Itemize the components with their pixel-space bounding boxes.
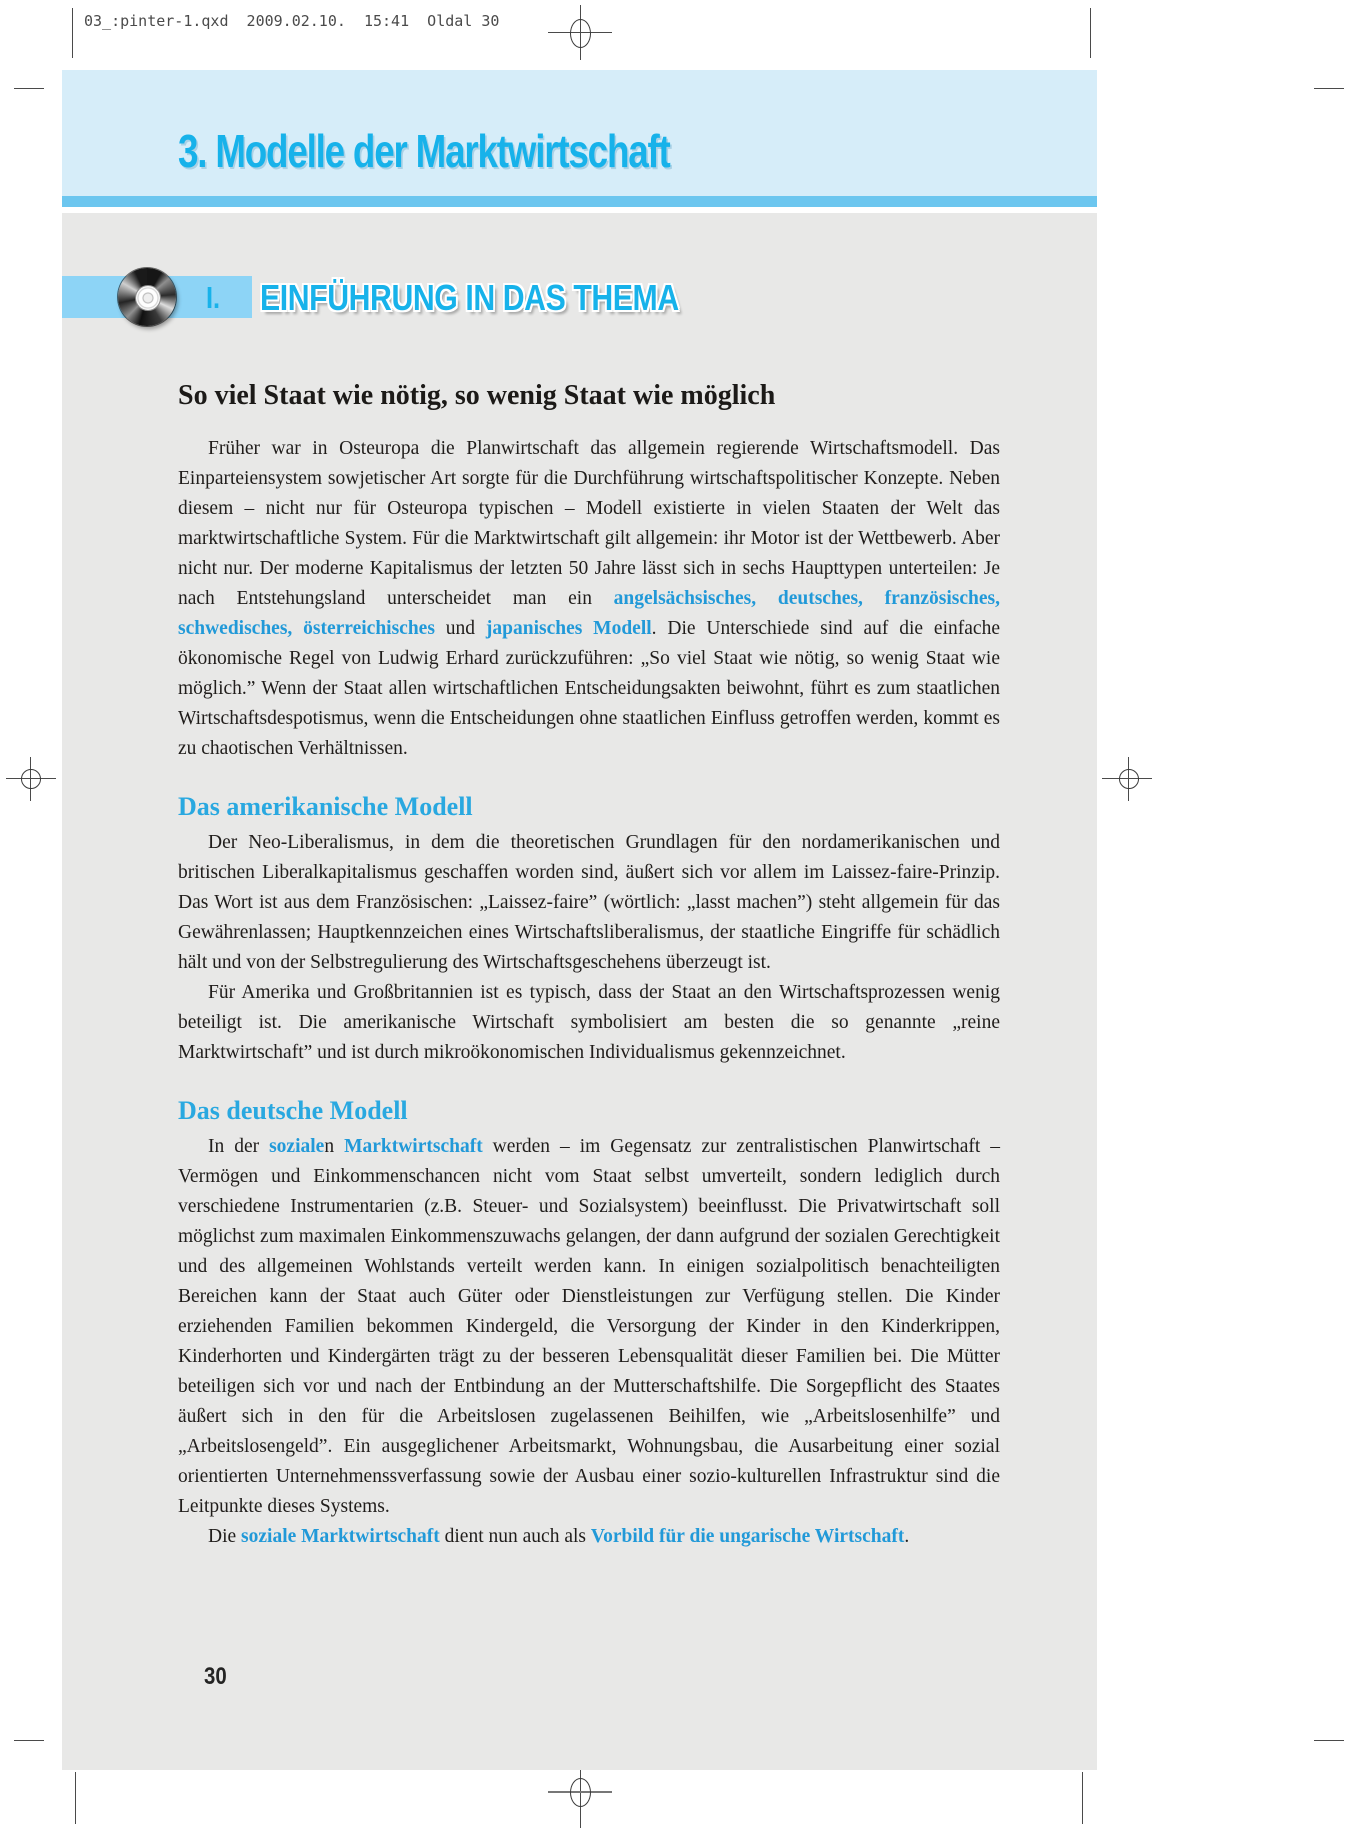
crop-mark-left-upper-tick	[14, 88, 44, 89]
cd-icon	[118, 268, 176, 326]
chapter-title: 3. Modelle der Marktwirtschaft	[178, 125, 670, 177]
paragraph-intro: Früher war in Osteuropa die Planwirtschaft das allgemein regierende Wirtschaftsmodell. Das Einparteiensystem sowjetischer Art sorgte für die Durchführung wirtschaftspolitischer Konzepte. Neben diesem – nicht nur für Osteuropa typischen – Modell existierte in vielen Staaten der Welt das marktwirtschaftliche System. Für die Marktwirtschaft gilt allgemein: ihr Motor ist der Wettbewerb. Aber nicht nur. Der moderne Kapitalismus der letzten 50 Jahre lässt sich in sechs Haupttypen unterteilen: Je nach Entstehungsland unterscheidet man ein angelsächsisches, deutsches, französisches, schwedisches, österreichisches und japanisches Modell. Die Unterschiede sind auf die einfache ökonomische Regel von Ludwig Erhard zurückzuführen: „So viel Staat wie nötig, so wenig Staat wie möglich.” Wenn der Staat allen wirtschaftlichen Entscheidungsakten beiwohnt, führt es zum staatlichen Wirtschaftsdespotismus, wenn die Entscheidungen ohne staatlichen Einfluss getroffen werden, kommt es zu chaotischen Verhältnissen.	[178, 438, 1000, 759]
section-number: I.	[206, 280, 221, 315]
heading-german-model: Das deutsche Modell	[178, 1096, 408, 1125]
page-number: 30	[204, 1663, 227, 1690]
registration-mark-bottom-ellipse	[570, 1778, 591, 1807]
registration-mark-right-circle	[1119, 769, 1139, 789]
chapter-header-bar	[62, 70, 1097, 196]
paragraph-german-1: In der sozialen Marktwirtschaft werden – im Gegensatz zur zentralistischen Planwirtschaft – Vermögen und Einkommenschancen nicht vom Staat selbst umverteilt, sondern lediglich durch verschiedene Instrumentarien (z.B. Steuer- und Sozialsystem) beeinflusst. Die Privatwirtschaft soll möglichst zum maximalen Einkommenszuwachs gelangen, der dann aufgrund der sozialen Gerechtigkeit und des allgemeinen Wohlstands verteilt werden kann. In einigen sozialpolitisch benachteiligten Bereichen kann der Staat auch Güter oder Dienstleistungen zur Verfügung stellen. Die Kinder erziehenden Familien bekommen Kindergeld, die Versorgung der Kinder in den Kinderkrippen, Kinderhorten und Kindergärten trägt zu der besseren Lebensqualität dieser Familien bei. Die Mütter beteiligen sich vor und nach der Entbindung an der Mutterschaftshilfe. Die Sorgepflicht des Staates äußert sich in den für die Arbeitslosen zugelassenen Beihilfen, wie „Arbeitslosenhilfe” und „Arbeitslosengeld”. Ein ausgeglichener Arbeitsmarkt, Wohnungsbau, die Ausarbeitung einer sozial orientierten Unternehmenssverfassung sowie der Ausbau einer sozio-kulturellen Infrastruktur sind die Leitpunkte dieses Systems.	[178, 1136, 1000, 1517]
print-slug-line: 03_:pinter-1.qxd 2009.02.10. 15:41 Oldal 30	[84, 12, 500, 30]
page-body	[62, 213, 1097, 1770]
heading-american-model: Das amerikanische Modell	[178, 792, 473, 821]
article-title: So viel Staat wie nötig, so wenig Staat wie möglich	[178, 380, 776, 411]
crop-mark-left-lower-tick	[14, 1740, 44, 1741]
paragraph-american-1: Der Neo-Liberalismus, in dem die theoretischen Grundlagen für den nordamerikanischen und britischen Liberalkapitalismus geschaffen worden sind, äußert sich vor allem im Laissez-faire-Prinzip. Das Wort ist aus dem Französischen: „Laissez-faire” (wörtlich: „lasst machen”) steht allgemein für das Gewährenlassen; Hauptkennzeichen eines Wirtschaftsliberalismus, der staatliche Eingriffe für schädlich hält und von der Selbstregulierung des Wirtschaftsgeschehens überzeugt ist.	[178, 832, 1000, 973]
header-accent-stripe	[62, 196, 1097, 207]
crop-mark-right-lower-tick	[1314, 1740, 1344, 1741]
section-title: EINFÜHRUNG IN DAS THEMA	[260, 277, 679, 318]
paragraph-german-2: Die soziale Marktwirtschaft dient nun auch als Vorbild für die ungarische Wirtschaft.	[208, 1526, 910, 1547]
crop-mark-right-upper-tick	[1314, 88, 1344, 89]
crop-mark-bottom-right-vline	[1082, 1772, 1083, 1824]
crop-mark-top-left-vline	[72, 8, 73, 58]
crop-mark-top-right-vline	[1090, 8, 1091, 58]
article	[178, 379, 1000, 1552]
crop-mark-bottom-left-vline	[75, 1772, 76, 1824]
registration-mark-top-ellipse	[570, 19, 591, 48]
registration-mark-left-circle	[21, 769, 41, 789]
paragraph-american-2: Für Amerika und Großbritannien ist es typisch, dass der Staat an den Wirtschaftsprozessen wenig beteiligt ist. Die amerikanische Wirtschaft symbolisiert am besten die so genannte „reine Marktwirtschaft” und ist durch mikroökonomischen Individualismus gekennzeichnet.	[178, 982, 1000, 1063]
section-banner	[62, 276, 1097, 332]
